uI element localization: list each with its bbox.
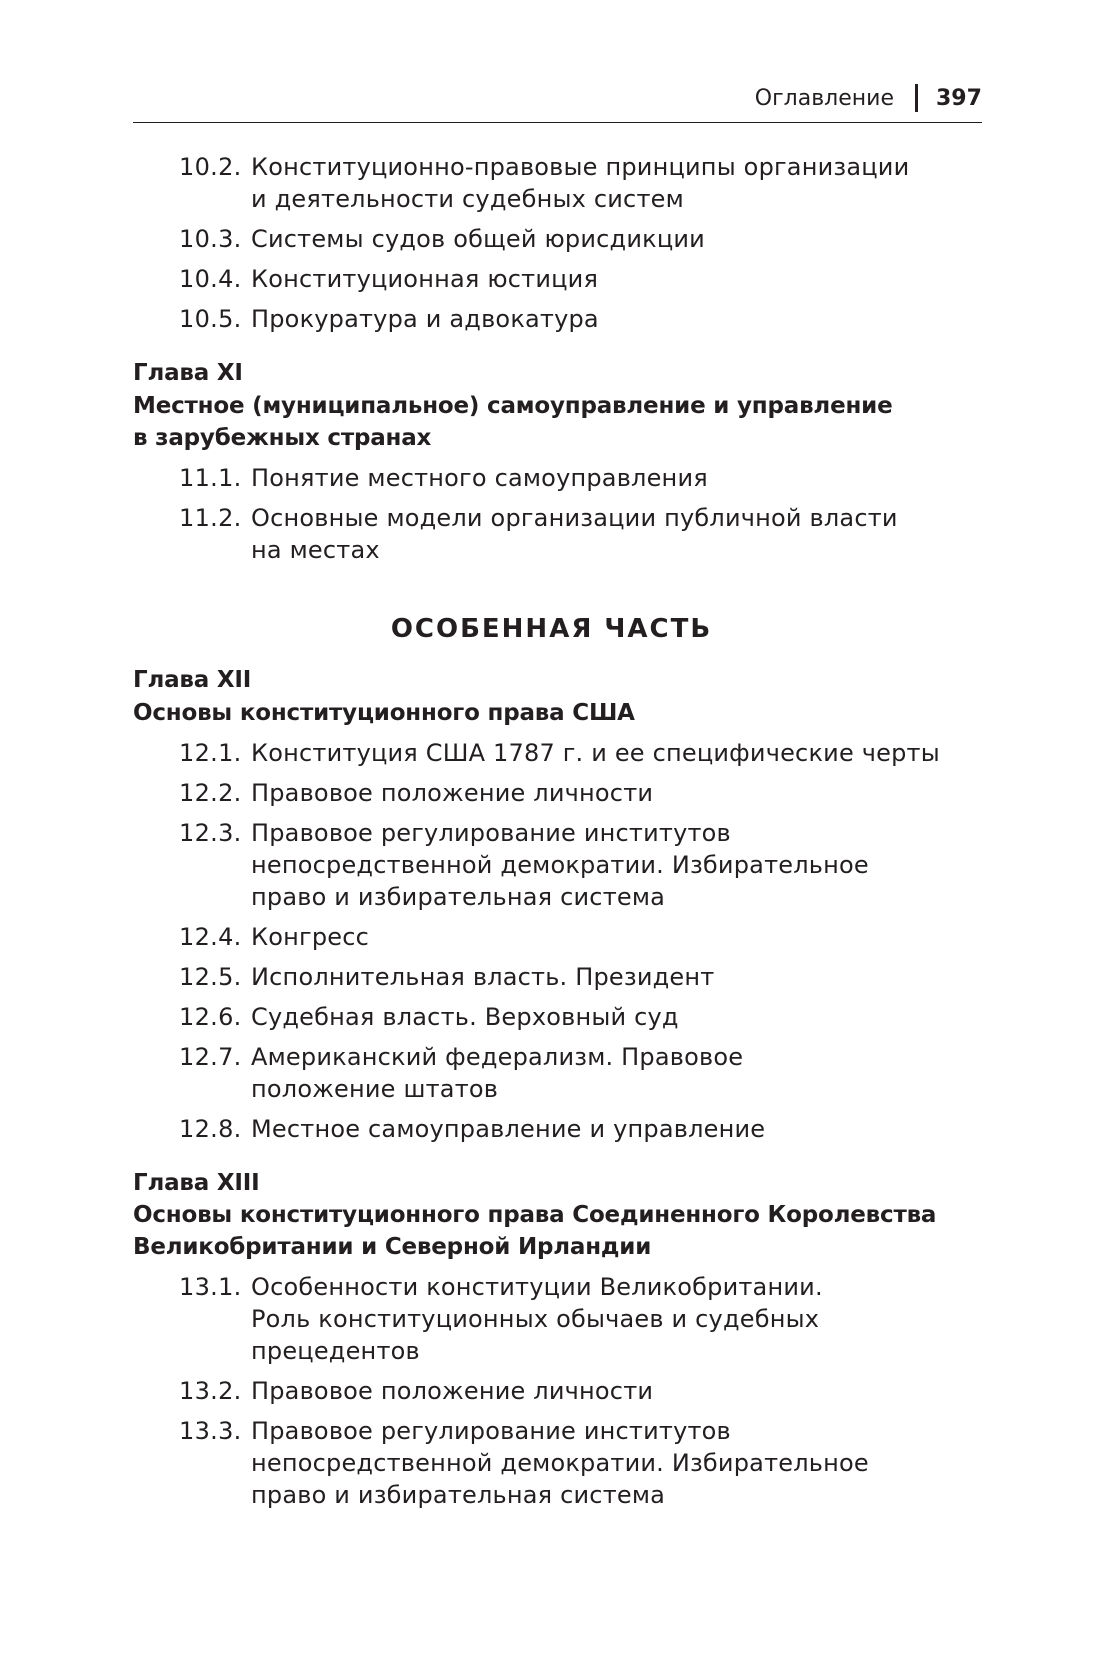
entry-title: Конгресс [251,923,370,951]
entry-title: Основные модели организации публичной власти [251,504,898,532]
entry-number: 11.2. [179,504,242,532]
entry-number: 13.2. [179,1377,242,1405]
entry-number: 12.2. [179,779,242,807]
entry-title: Прокуратура и адвокатура [251,305,599,333]
entry-title: Конституционно-правовые принципы организации [251,153,910,181]
entry-number: 11.1. [179,464,242,492]
entry-number: 12.7. [179,1043,242,1071]
entry-title: Системы судов общей юрисдикции [251,225,705,253]
chapter-title: Основы конституционного права Соединенного Королевства [133,1202,937,1228]
entry-title: Исполнительная власть. Президент [251,963,715,991]
entry-number: 12.1. [179,739,242,767]
entry-title: положение штатов [251,1075,499,1103]
chapter-label: Глава XIII [133,1170,260,1196]
entry-number: 13.3. [179,1417,242,1445]
entry-number: 12.3. [179,819,242,847]
chapter-title: в зарубежных странах [133,425,432,451]
entry-number: 12.6. [179,1003,242,1031]
entry-title: Правовое регулирование институтов [251,819,731,847]
entry-number: 12.5. [179,963,242,991]
entry-number: 13.1. [179,1273,242,1301]
entry-title: непосредственной демократии. Избирательное [251,851,869,879]
entry-title: Конституция США 1787 г. и ее специфические черты [251,739,940,767]
section-title: ОСОБЕННАЯ ЧАСТЬ [390,614,713,644]
entry-title: Понятие местного самоуправления [251,464,708,492]
entry-title: на местах [251,536,380,564]
chapter-title: Великобритании и Северной Ирландии [133,1234,652,1260]
entry-title: Правовое положение личности [251,1377,654,1405]
entry-title: право и избирательная система [251,1481,666,1509]
chapter-label: Глава XI [133,360,243,386]
page-number: 397 [936,86,982,111]
entry-title: право и избирательная система [251,883,666,911]
entry-title: непосредственной демократии. Избирательное [251,1449,869,1477]
header-title: Оглавление [754,86,894,111]
entry-title: прецедентов [251,1337,420,1365]
chapter-label: Глава XII [133,667,252,693]
entry-title: Местное самоуправление и управление [251,1115,766,1143]
entry-number: 10.3. [179,225,242,253]
entry-title: Американский федерализм. Правовое [251,1043,744,1071]
entry-number: 10.4. [179,265,242,293]
entry-title: Правовое положение личности [251,779,654,807]
entry-number: 10.2. [179,153,242,181]
chapter-title: Местное (муниципальное) самоуправление и управление [133,393,893,419]
entry-title: и деятельности судебных систем [251,185,684,213]
entry-title: Правовое регулирование институтов [251,1417,731,1445]
entry-number: 10.5. [179,305,242,333]
entry-title: Особенности конституции Великобритании. [251,1273,823,1301]
entry-number: 12.4. [179,923,242,951]
chapter-title: Основы конституционного права США [133,700,635,726]
entry-title: Судебная власть. Верховный суд [251,1003,679,1031]
entry-title: Роль конституционных обычаев и судебных [251,1305,820,1333]
entry-number: 12.8. [179,1115,242,1143]
entry-title: Конституционная юстиция [251,265,599,293]
